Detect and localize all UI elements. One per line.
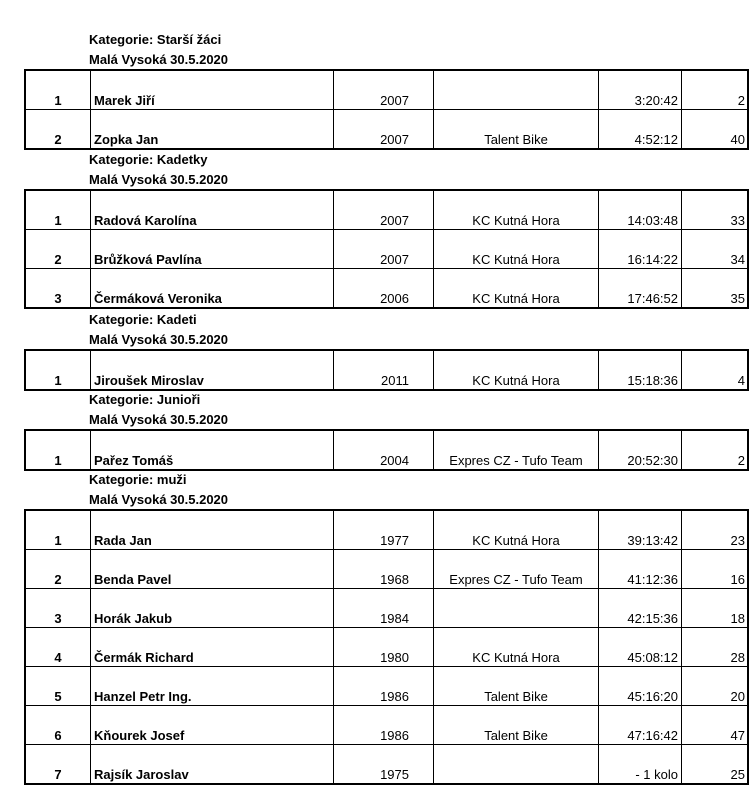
name-cell: Hanzel Petr Ing. bbox=[91, 667, 334, 706]
rank-cell: 5 bbox=[25, 667, 91, 706]
time-cell: 3:20:42 bbox=[599, 70, 682, 110]
name-cell: Kňourek Josef bbox=[91, 706, 334, 745]
points-cell: 4 bbox=[682, 350, 749, 390]
rank-cell: 1 bbox=[25, 430, 91, 470]
year-cell: 1986 bbox=[334, 667, 434, 706]
time-cell: 15:18:36 bbox=[599, 350, 682, 390]
table-row bbox=[25, 110, 748, 150]
points-cell: 2 bbox=[682, 70, 749, 110]
rank-cell: 1 bbox=[25, 350, 91, 390]
team-cell: Expres CZ - Tufo Team bbox=[434, 430, 599, 470]
table-row bbox=[25, 70, 748, 110]
points-cell: 28 bbox=[682, 628, 749, 667]
year-cell: 2006 bbox=[334, 269, 434, 309]
points-cell: 2 bbox=[682, 430, 749, 470]
time-cell: 39:13:42 bbox=[599, 510, 682, 550]
rank-cell: 6 bbox=[25, 706, 91, 745]
table-row bbox=[25, 269, 748, 309]
time-cell: 45:08:12 bbox=[599, 628, 682, 667]
points-cell: 25 bbox=[682, 745, 749, 785]
time-cell: 20:52:30 bbox=[599, 430, 682, 470]
category-header bbox=[89, 150, 228, 190]
points-cell: 35 bbox=[682, 269, 749, 309]
rank-cell: 2 bbox=[25, 550, 91, 589]
category-title: Kategorie: muži bbox=[89, 472, 187, 487]
table-row bbox=[25, 706, 748, 745]
year-cell: 2007 bbox=[334, 70, 434, 110]
time-cell: - 1 kolo bbox=[599, 745, 682, 785]
time-cell: 47:16:42 bbox=[599, 706, 682, 745]
time-cell: 41:12:36 bbox=[599, 550, 682, 589]
category-header bbox=[89, 310, 228, 350]
name-cell: Čermák Richard bbox=[91, 628, 334, 667]
name-cell: Radová Karolína bbox=[91, 190, 334, 230]
team-cell: Talent Bike bbox=[434, 110, 599, 150]
points-cell: 47 bbox=[682, 706, 749, 745]
table-row bbox=[25, 510, 748, 550]
event-title: Malá Vysoká 30.5.2020 bbox=[89, 52, 229, 67]
points-cell: 23 bbox=[682, 510, 749, 550]
year-cell: 1977 bbox=[334, 510, 434, 550]
results-table bbox=[24, 509, 749, 785]
team-cell: KC Kutná Hora bbox=[434, 510, 599, 550]
results-table bbox=[24, 349, 749, 391]
event-title: Malá Vysoká 30.5.2020 bbox=[89, 332, 229, 347]
team-cell bbox=[434, 589, 599, 628]
category-title: Kategorie: Starší žáci bbox=[89, 32, 222, 47]
rank-cell: 1 bbox=[25, 70, 91, 110]
time-cell: 45:16:20 bbox=[599, 667, 682, 706]
team-cell bbox=[434, 745, 599, 785]
table-row bbox=[25, 190, 748, 230]
name-cell: Rajsík Jaroslav bbox=[91, 745, 334, 785]
points-cell: 16 bbox=[682, 550, 749, 589]
event-title: Malá Vysoká 30.5.2020 bbox=[89, 492, 229, 507]
table-row bbox=[25, 667, 748, 706]
points-cell: 34 bbox=[682, 230, 749, 269]
year-cell: 2007 bbox=[334, 110, 434, 150]
table-row bbox=[25, 550, 748, 589]
name-cell: Zopka Jan bbox=[91, 110, 334, 150]
year-cell: 2004 bbox=[334, 430, 434, 470]
year-cell: 1984 bbox=[334, 589, 434, 628]
rank-cell: 7 bbox=[25, 745, 91, 785]
category-title: Kategorie: Junioři bbox=[89, 392, 201, 407]
time-cell: 42:15:36 bbox=[599, 589, 682, 628]
category-title: Kategorie: Kadetky bbox=[89, 152, 208, 167]
results-table bbox=[24, 429, 749, 471]
time-cell: 4:52:12 bbox=[599, 110, 682, 150]
team-cell: KC Kutná Hora bbox=[434, 350, 599, 390]
results-table bbox=[24, 69, 749, 150]
table-row bbox=[25, 745, 748, 785]
event-title: Malá Vysoká 30.5.2020 bbox=[89, 172, 229, 187]
table-row bbox=[25, 230, 748, 269]
name-cell: Benda Pavel bbox=[91, 550, 334, 589]
team-cell: Talent Bike bbox=[434, 706, 599, 745]
table-row bbox=[25, 350, 748, 390]
points-cell: 20 bbox=[682, 667, 749, 706]
name-cell: Jiroušek Miroslav bbox=[91, 350, 334, 390]
name-cell: Brůžková Pavlína bbox=[91, 230, 334, 269]
name-cell: Horák Jakub bbox=[91, 589, 334, 628]
category-header bbox=[89, 390, 228, 430]
table-row bbox=[25, 430, 748, 470]
rank-cell: 2 bbox=[25, 230, 91, 269]
team-cell bbox=[434, 70, 599, 110]
year-cell: 1980 bbox=[334, 628, 434, 667]
time-cell: 14:03:48 bbox=[599, 190, 682, 230]
category-header bbox=[89, 470, 228, 510]
category-header bbox=[89, 30, 228, 70]
name-cell: Čermáková Veronika bbox=[91, 269, 334, 309]
table-row bbox=[25, 589, 748, 628]
rank-cell: 2 bbox=[25, 110, 91, 150]
rank-cell: 1 bbox=[25, 190, 91, 230]
team-cell: Talent Bike bbox=[434, 667, 599, 706]
team-cell: KC Kutná Hora bbox=[434, 230, 599, 269]
results-table bbox=[24, 189, 749, 309]
table-row bbox=[25, 628, 748, 667]
points-cell: 40 bbox=[682, 110, 749, 150]
year-cell: 1986 bbox=[334, 706, 434, 745]
category-title: Kategorie: Kadeti bbox=[89, 312, 197, 327]
name-cell: Rada Jan bbox=[91, 510, 334, 550]
name-cell: Pařez Tomáš bbox=[91, 430, 334, 470]
rank-cell: 3 bbox=[25, 589, 91, 628]
year-cell: 1968 bbox=[334, 550, 434, 589]
rank-cell: 4 bbox=[25, 628, 91, 667]
rank-cell: 3 bbox=[25, 269, 91, 309]
year-cell: 1975 bbox=[334, 745, 434, 785]
team-cell: KC Kutná Hora bbox=[434, 628, 599, 667]
time-cell: 17:46:52 bbox=[599, 269, 682, 309]
points-cell: 18 bbox=[682, 589, 749, 628]
time-cell: 16:14:22 bbox=[599, 230, 682, 269]
team-cell: Expres CZ - Tufo Team bbox=[434, 550, 599, 589]
year-cell: 2011 bbox=[334, 350, 434, 390]
name-cell: Marek Jiří bbox=[91, 70, 334, 110]
team-cell: KC Kutná Hora bbox=[434, 269, 599, 309]
year-cell: 2007 bbox=[334, 230, 434, 269]
rank-cell: 1 bbox=[25, 510, 91, 550]
event-title: Malá Vysoká 30.5.2020 bbox=[89, 412, 229, 427]
year-cell: 2007 bbox=[334, 190, 434, 230]
team-cell: KC Kutná Hora bbox=[434, 190, 599, 230]
points-cell: 33 bbox=[682, 190, 749, 230]
